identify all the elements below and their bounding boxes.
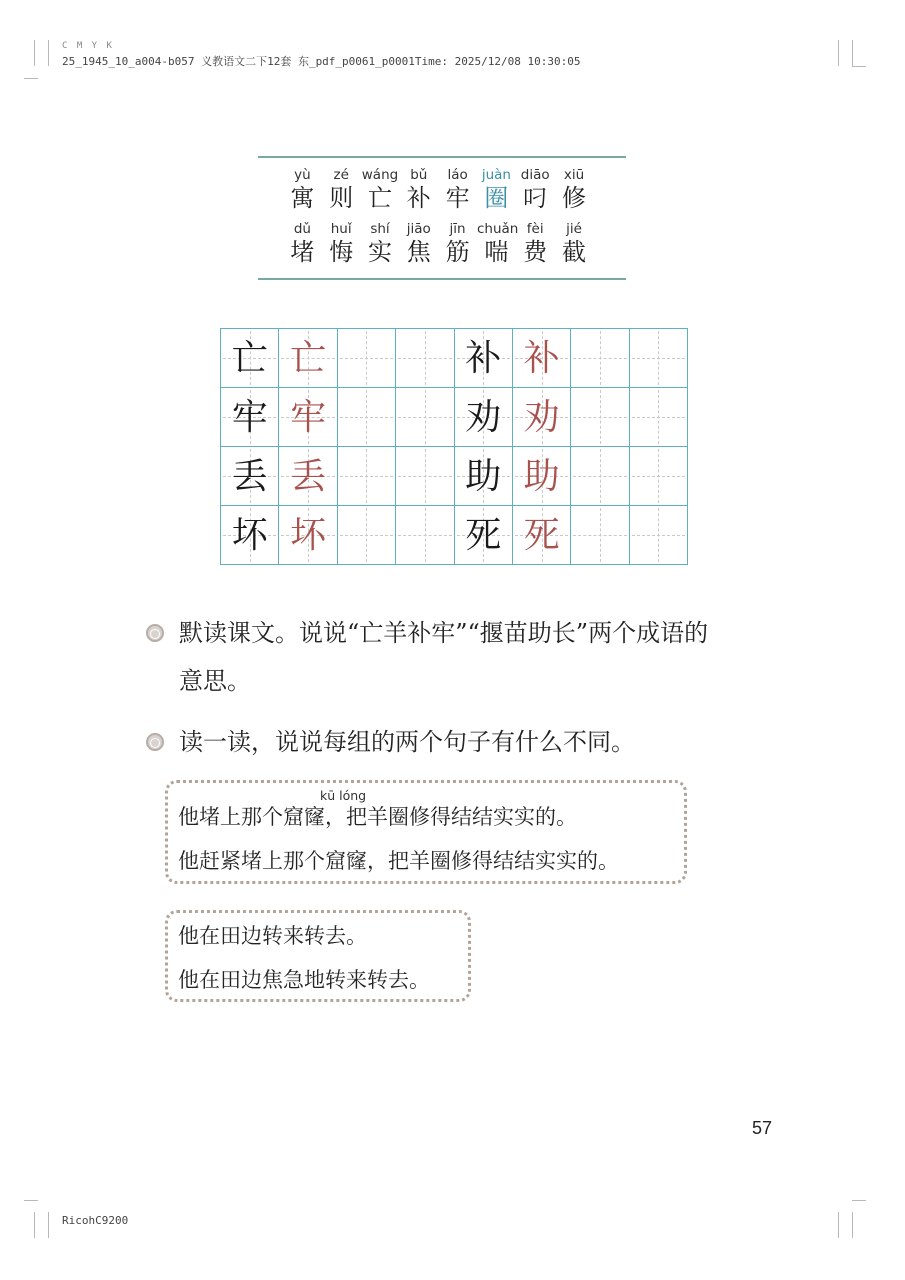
pinyin: jīn xyxy=(449,221,466,237)
crop-mark xyxy=(852,40,853,66)
grid-cell xyxy=(454,505,513,565)
pinyin: bǔ xyxy=(410,167,428,183)
pinyin: shí xyxy=(370,221,390,237)
crop-mark xyxy=(48,1212,49,1238)
vocab-row-2 xyxy=(283,220,593,266)
pinyin-annotation: kū lóng xyxy=(320,788,367,803)
trace-character: 牢 xyxy=(290,397,327,438)
pinyin: láo xyxy=(447,167,468,183)
vocab-item xyxy=(399,166,438,212)
model-character: 牢 xyxy=(231,397,268,438)
vocab-item xyxy=(555,220,594,266)
crop-mark xyxy=(24,78,38,79)
crop-mark xyxy=(34,1212,35,1238)
trace-character: 劝 xyxy=(523,397,560,438)
print-footer-label: RicohC9200 xyxy=(62,1214,129,1227)
hanzi: 实 xyxy=(367,238,392,266)
pinyin: juàn xyxy=(481,167,511,183)
pinyin: fèi xyxy=(526,221,544,237)
vocab-item xyxy=(283,220,322,266)
grid-cell xyxy=(220,446,279,506)
sentence-2a: 他在田边转来转去。 xyxy=(178,924,367,948)
crop-mark xyxy=(852,66,866,67)
pinyin: chuǎn xyxy=(476,221,519,237)
vocab-top-rule xyxy=(258,156,626,158)
model-character: 坏 xyxy=(231,515,268,556)
writing-grid xyxy=(220,328,687,564)
pinyin: huǐ xyxy=(330,221,352,237)
practice-cell[interactable] xyxy=(395,387,454,447)
vocab-item xyxy=(438,166,477,212)
grid-cell xyxy=(278,446,337,506)
vocab-item xyxy=(322,220,361,266)
practice-cell[interactable] xyxy=(629,387,688,447)
grid-cell xyxy=(454,387,513,447)
hanzi: 圈 xyxy=(484,184,509,212)
trace-character: 坏 xyxy=(290,515,327,556)
pinyin: diāo xyxy=(520,167,550,183)
practice-cell[interactable] xyxy=(337,328,396,388)
vocab-item xyxy=(476,220,519,266)
hanzi: 修 xyxy=(561,184,586,212)
hanzi: 喘 xyxy=(484,238,509,266)
hanzi: 费 xyxy=(523,238,548,266)
print-cmyk-label: C M Y K xyxy=(62,41,114,51)
vocab-item xyxy=(516,220,555,266)
pinyin: xiū xyxy=(563,167,585,183)
trace-character: 丢 xyxy=(290,456,327,497)
vocab-item xyxy=(516,166,555,212)
exercise-2-instruction: 读一读，说说每组的两个句子有什么不同。 xyxy=(179,728,635,756)
grid-cell xyxy=(278,328,337,388)
pinyin: yù xyxy=(294,167,311,183)
exercise-bullet-icon xyxy=(146,733,164,751)
practice-cell[interactable] xyxy=(629,328,688,388)
exercise-1-line-2: 意思。 xyxy=(179,667,251,695)
grid-row xyxy=(220,446,687,505)
crop-mark xyxy=(48,40,49,66)
hanzi: 悔 xyxy=(329,238,354,266)
vocab-bottom-rule xyxy=(258,278,626,280)
hanzi: 截 xyxy=(561,238,586,266)
sentence-2b: 他在田边焦急地转来转去。 xyxy=(178,968,430,992)
practice-cell[interactable] xyxy=(337,446,396,506)
practice-cell[interactable] xyxy=(570,505,629,565)
pinyin: dǔ xyxy=(293,221,311,237)
exercise-bullet-icon xyxy=(146,624,164,642)
hanzi: 叼 xyxy=(523,184,548,212)
grid-cell xyxy=(220,328,279,388)
pinyin: wáng xyxy=(361,167,399,183)
practice-cell[interactable] xyxy=(395,446,454,506)
practice-cell[interactable] xyxy=(337,387,396,447)
sentence-1a: 他堵上那个窟窿，把羊圈修得结结实实的。 xyxy=(178,805,577,829)
grid-row xyxy=(220,328,687,387)
crop-mark xyxy=(34,40,35,66)
grid-cell xyxy=(454,328,513,388)
crop-mark xyxy=(24,1200,38,1201)
vocab-item xyxy=(283,166,322,212)
trace-character: 补 xyxy=(523,338,560,379)
grid-cell xyxy=(512,505,571,565)
vocab-item xyxy=(361,166,400,212)
hanzi: 筋 xyxy=(445,238,470,266)
hanzi: 寓 xyxy=(290,184,315,212)
hanzi: 堵 xyxy=(290,238,315,266)
grid-cell xyxy=(454,446,513,506)
model-character: 丢 xyxy=(231,456,268,497)
grid-row xyxy=(220,387,687,446)
pinyin: jié xyxy=(566,221,582,237)
trace-character: 死 xyxy=(523,515,560,556)
hanzi: 牢 xyxy=(445,184,470,212)
model-character: 劝 xyxy=(465,397,502,438)
model-character: 亡 xyxy=(231,338,268,379)
vocab-row-1 xyxy=(283,166,593,212)
sentence-1b: 他赶紧堵上那个窟窿，把羊圈修得结结实实的。 xyxy=(178,849,619,873)
grid-cell xyxy=(278,387,337,447)
practice-cell[interactable] xyxy=(337,505,396,565)
vocab-item-highlighted xyxy=(477,166,516,212)
hanzi: 则 xyxy=(329,184,354,212)
model-character: 死 xyxy=(465,515,502,556)
trace-character: 亡 xyxy=(290,338,327,379)
practice-cell[interactable] xyxy=(570,446,629,506)
grid-cell xyxy=(220,387,279,447)
crop-mark xyxy=(852,1200,866,1201)
practice-cell[interactable] xyxy=(395,328,454,388)
model-character: 补 xyxy=(465,338,502,379)
vocab-item xyxy=(438,220,477,266)
grid-cell xyxy=(512,446,571,506)
crop-mark xyxy=(852,1212,853,1238)
practice-cell[interactable] xyxy=(570,328,629,388)
vocab-item xyxy=(399,220,438,266)
vocab-item xyxy=(555,166,594,212)
practice-cell[interactable] xyxy=(570,387,629,447)
hanzi: 补 xyxy=(406,184,431,212)
model-character: 助 xyxy=(465,456,502,497)
print-header-line: 25_1945_10_a004-b057 义教语文二下12套 东_pdf_p0061_p0001Time: 2025/12/08 10:30:05 xyxy=(62,55,581,68)
crop-mark xyxy=(838,40,839,66)
vocab-item xyxy=(322,166,361,212)
pinyin: jiāo xyxy=(406,221,431,237)
practice-cell[interactable] xyxy=(629,446,688,506)
grid-cell xyxy=(278,505,337,565)
crop-mark xyxy=(838,1212,839,1238)
pinyin: zé xyxy=(333,167,349,183)
hanzi: 亡 xyxy=(367,184,392,212)
vocab-item xyxy=(361,220,400,266)
practice-cell[interactable] xyxy=(395,505,454,565)
hanzi: 焦 xyxy=(406,238,431,266)
grid-cell xyxy=(220,505,279,565)
exercise-1-line-1: 默读课文。说说“亡羊补牢”“揠苗助长”两个成语的 xyxy=(179,619,709,647)
page-number: 57 xyxy=(752,1118,773,1138)
grid-row xyxy=(220,505,687,564)
trace-character: 助 xyxy=(523,456,560,497)
grid-cell xyxy=(512,387,571,447)
practice-cell[interactable] xyxy=(629,505,688,565)
grid-cell xyxy=(512,328,571,388)
